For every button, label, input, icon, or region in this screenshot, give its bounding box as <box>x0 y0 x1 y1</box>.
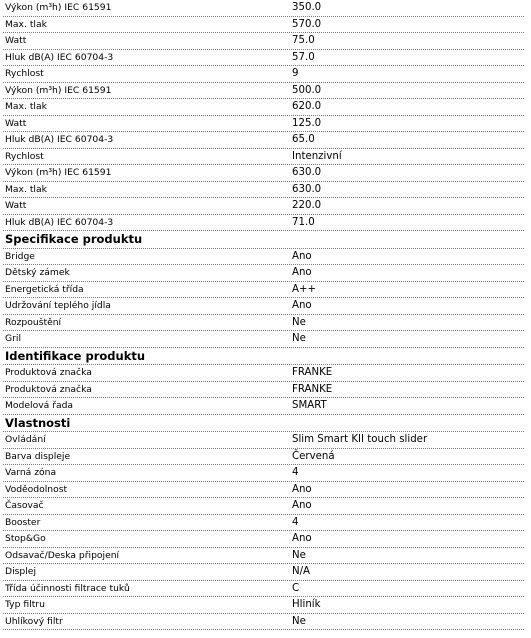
spec-row <box>3 17 524 34</box>
spec-value: FRANKE <box>292 367 333 378</box>
spec-value: 4 <box>292 467 299 478</box>
spec-value: 75.0 <box>292 35 315 46</box>
spec-row <box>3 298 524 315</box>
spec-value: 500.0 <box>292 84 322 96</box>
spec-label: Modelová řada <box>5 400 74 411</box>
spec-label: Booster <box>5 516 41 528</box>
spec-label: Výkon (m³h) IEC 61591 <box>5 2 112 13</box>
spec-value: Hliník <box>292 599 321 610</box>
spec-row <box>3 515 524 532</box>
spec-row <box>3 564 524 581</box>
spec-row <box>3 315 524 332</box>
spec-row <box>3 66 524 83</box>
spec-value: Ano <box>292 533 312 544</box>
spec-label: Produktová značka <box>5 383 92 395</box>
spec-label: Dětský zámek <box>5 267 70 278</box>
spec-label: Watt <box>5 35 27 46</box>
spec-label: Watt <box>5 117 27 129</box>
spec-label: Výkon (m³h) IEC 61591 <box>5 84 112 96</box>
spec-label: Rychlost <box>5 150 44 162</box>
spec-row <box>3 165 524 182</box>
spec-label: Max. tlak <box>5 101 47 112</box>
spec-value: 630.0 <box>292 167 322 178</box>
spec-value: Ano <box>292 267 312 278</box>
section-vlastnosti <box>3 415 524 631</box>
section-heading <box>3 348 524 366</box>
spec-sheet <box>3 0 524 630</box>
spec-value: SMART <box>292 400 327 411</box>
spec-row <box>3 531 524 548</box>
spec-label: Hluk dB(A) IEC 60704-3 <box>5 134 114 145</box>
spec-row <box>3 182 524 199</box>
spec-row <box>3 449 524 466</box>
spec-value: 220.0 <box>292 200 322 211</box>
spec-value: Slim Smart KII touch slider <box>292 434 428 445</box>
spec-value: Ano <box>292 250 312 262</box>
spec-row <box>3 116 524 133</box>
spec-label: Hluk dB(A) IEC 60704-3 <box>5 216 114 228</box>
spec-value: C <box>292 582 300 594</box>
spec-value: Červená <box>292 450 335 462</box>
spec-row <box>3 465 524 482</box>
spec-label: Produktová značka <box>5 367 92 378</box>
spec-label: Energetická třída <box>5 283 84 295</box>
spec-label: Voděodolnost <box>5 483 68 495</box>
spec-value: 630.0 <box>292 183 322 195</box>
spec-label: Rychlost <box>5 68 44 79</box>
spec-row <box>3 614 524 631</box>
spec-row <box>3 432 524 449</box>
spec-row <box>3 265 524 282</box>
spec-row <box>3 382 524 399</box>
spec-value: Intenzivní <box>292 150 342 162</box>
spec-row <box>3 365 524 382</box>
spec-label: Udržování teplého jídla <box>5 300 111 311</box>
spec-value: Ne <box>292 549 306 561</box>
spec-value: FRANKE <box>292 383 333 395</box>
spec-value: 350.0 <box>292 2 322 13</box>
section-identifikace-produktu <box>3 348 524 415</box>
spec-row <box>3 249 524 266</box>
spec-row <box>3 198 524 215</box>
spec-label: Gril <box>5 333 22 344</box>
spec-label: Třída účinnosti filtrace tuků <box>5 582 130 594</box>
spec-row <box>3 149 524 166</box>
spec-row <box>3 282 524 299</box>
spec-value: 125.0 <box>292 117 322 129</box>
spec-row <box>3 132 524 149</box>
spec-value: Ano <box>292 483 312 495</box>
spec-value: A++ <box>292 283 317 295</box>
spec-row <box>3 331 524 348</box>
spec-row <box>3 498 524 515</box>
spec-table-top <box>3 0 524 231</box>
spec-row <box>3 33 524 50</box>
spec-row <box>3 548 524 565</box>
spec-value: Ne <box>292 316 306 328</box>
spec-value: 71.0 <box>292 216 315 228</box>
section-heading <box>3 415 524 433</box>
section-heading <box>3 231 524 249</box>
spec-value: 57.0 <box>292 51 315 63</box>
spec-row <box>3 0 524 17</box>
spec-label: Stop&Go <box>5 533 46 544</box>
spec-label: Barva displeje <box>5 450 71 462</box>
spec-value: Ano <box>292 500 312 511</box>
spec-value: 620.0 <box>292 101 322 112</box>
spec-label: Uhlíkový filtr <box>5 615 63 627</box>
spec-value: N/A <box>292 566 311 577</box>
spec-value: 570.0 <box>292 18 322 30</box>
spec-row <box>3 581 524 598</box>
section-specifikace-produktu <box>3 231 524 348</box>
spec-row <box>3 99 524 116</box>
spec-row <box>3 215 524 232</box>
spec-label: Odsavač/Deska připojení <box>5 549 120 561</box>
spec-label: Max. tlak <box>5 183 47 195</box>
spec-label: Watt <box>5 200 27 211</box>
spec-value: 9 <box>292 68 299 79</box>
spec-value: Ne <box>292 615 306 627</box>
spec-value: 4 <box>292 516 299 528</box>
spec-row <box>3 83 524 100</box>
spec-label: Varná zóna <box>5 467 57 478</box>
spec-row <box>3 597 524 614</box>
section-title: Identifikace produktu <box>5 348 146 363</box>
spec-row <box>3 398 524 415</box>
spec-label: Rozpouštění <box>5 316 62 328</box>
spec-value: Ne <box>292 333 306 344</box>
spec-label: Ovládání <box>5 434 46 445</box>
section-title: Specifikace produktu <box>5 232 143 246</box>
spec-value: Ano <box>292 300 312 311</box>
spec-label: Max. tlak <box>5 18 47 30</box>
spec-label: Výkon (m³h) IEC 61591 <box>5 167 112 178</box>
spec-label: Časovač <box>5 500 44 511</box>
spec-row <box>3 482 524 499</box>
section-title: Vlastnosti <box>5 415 71 430</box>
spec-label: Typ filtru <box>5 599 45 610</box>
spec-label: Displej <box>5 566 37 577</box>
spec-label: Hluk dB(A) IEC 60704-3 <box>5 51 114 63</box>
spec-value: 65.0 <box>292 134 315 145</box>
spec-row <box>3 50 524 67</box>
spec-label: Bridge <box>5 250 35 262</box>
